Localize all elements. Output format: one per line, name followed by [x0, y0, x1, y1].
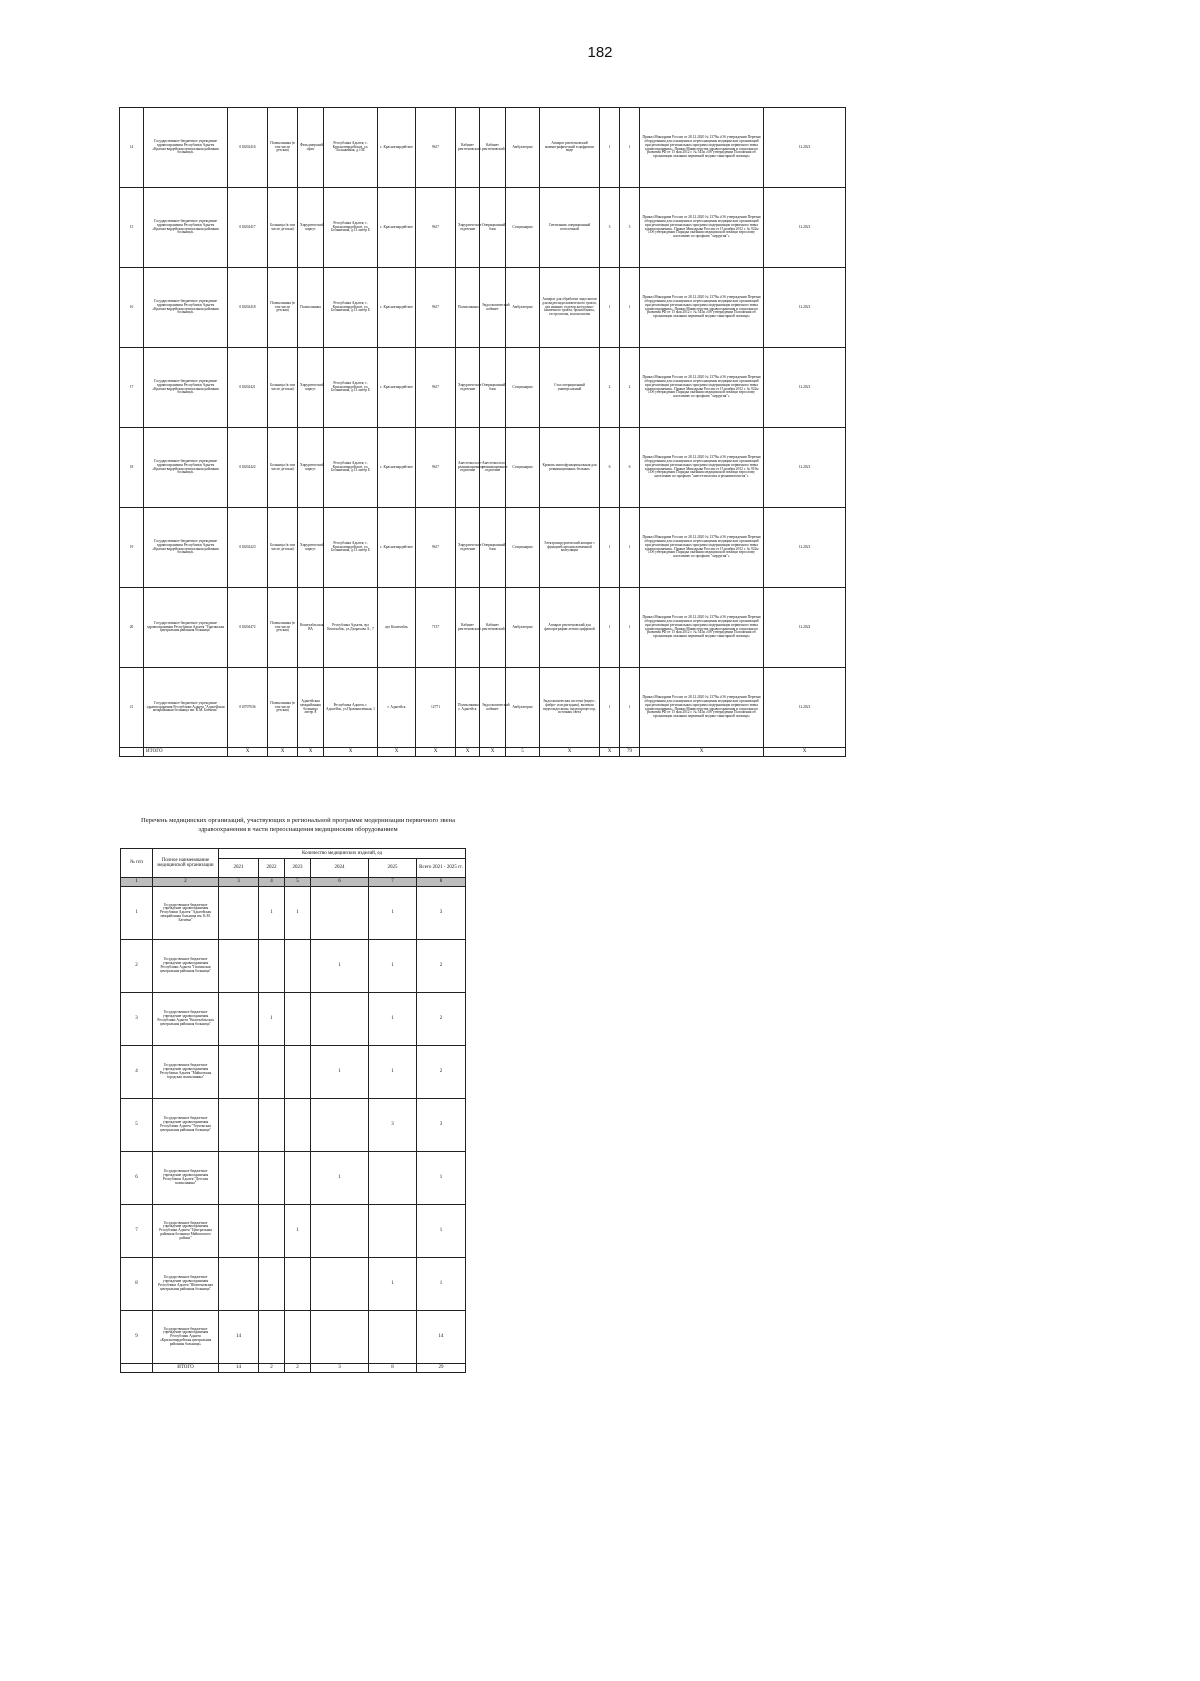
org-name: Государственное бюджетное учреждение здравоохранения Республики Адыгея "Майкопская городская поликлиника"	[153, 1046, 219, 1099]
cell-basis: Приказ Минздрава России от 28.12.2020 № 1379н «Об утверждении Перечня оборудования для оснащения и переоснащения медицинских организаций при реализации региональных программ модернизации первичного звена здравоохранения». Приказ Министерства здравоохранения и социального развития РФ от 15 мая 2012 г. № 543н «Об утверждении Положения об организации оказания первичной медико-санитарной помощи»	[640, 268, 764, 348]
cell-org: Государственное бюджетное учреждение здравоохранения Республики Адыгея «Красногвардейская центральная районная больница»	[144, 348, 228, 428]
quantity-cell	[285, 1258, 311, 1311]
cell-equipment: Аппарат рентгеновский маммографический в цифровом виде	[540, 108, 600, 188]
cell-unit: Поликлиника (в том числе детская)	[268, 268, 298, 348]
cell-date: 12.2021	[764, 188, 846, 268]
quantity-cell	[219, 1205, 259, 1258]
cell-mode: Стационарно	[506, 428, 540, 508]
quantity-cell	[259, 1046, 285, 1099]
cell-room2: Анестезиолого-реанимационное отделение	[480, 428, 506, 508]
column-number: 4	[259, 878, 285, 887]
table-row	[120, 588, 846, 668]
cell-dept: Хирургический корпус	[298, 428, 324, 508]
cell-address: Республика Адыгея, с. Красногвардейское, ул. Больничная, д.13 литер Б	[324, 348, 378, 428]
cell-code: 010204472	[228, 588, 268, 668]
cell-qty: 3	[600, 188, 620, 268]
cell-n: 16	[120, 268, 144, 348]
quantity-cell	[219, 1099, 259, 1152]
cell-n: 15	[120, 188, 144, 268]
total-cell: X	[324, 748, 378, 757]
cell-mode: Стационарно	[506, 348, 540, 428]
quantity-cell	[285, 1152, 311, 1205]
quantity-cell	[311, 887, 369, 940]
table-row	[121, 993, 466, 1046]
cell-n: 21	[120, 668, 144, 748]
cell-date: 12.2021	[764, 108, 846, 188]
quantity-cell	[259, 1099, 285, 1152]
row-number: 6	[121, 1152, 153, 1205]
table-row	[120, 348, 846, 428]
cell-mode: Амбулаторно	[506, 108, 540, 188]
cell-qty2: 2	[620, 348, 640, 428]
cell-qty: 2	[600, 348, 620, 428]
header-total: Всего 2021 - 2025 гг.	[417, 859, 466, 878]
column-number: 3	[219, 878, 259, 887]
quantity-cell: 2	[417, 940, 466, 993]
cell-unit: Больница (в том числе детская)	[268, 508, 298, 588]
cell-unit: Больница (в том числе детская)	[268, 348, 298, 428]
row-number: 3	[121, 993, 153, 1046]
equipment-table	[119, 107, 846, 757]
cell-qty2: 1	[620, 588, 640, 668]
header-year: 2021	[219, 859, 259, 878]
cell-equipment: Кровать многофункциональная для реанимационных больных	[540, 428, 600, 508]
cell-room: Хирургическое отделение	[456, 508, 480, 588]
quantity-cell: 1	[369, 1046, 417, 1099]
quantity-cell	[259, 1311, 285, 1364]
cell-org: Государственное бюджетное учреждение здравоохранения Республики Адыгея "Адыгейская межрайонная больница им. К.М. Батмена"	[144, 668, 228, 748]
quantity-cell	[219, 887, 259, 940]
cell-room2: Операционный блок	[480, 508, 506, 588]
cell-n: 18	[120, 428, 144, 508]
row-number: 9	[121, 1311, 153, 1364]
cell-pop: 9617	[416, 508, 456, 588]
table-row	[121, 1046, 466, 1099]
total-label: ИТОГО	[153, 1364, 219, 1373]
cell-room: Хирургическое отделение	[456, 348, 480, 428]
quantity-cell	[285, 1099, 311, 1152]
cell-dept: Поликлиника	[298, 268, 324, 348]
total-cell: 3	[311, 1364, 369, 1373]
cell-qty2: 1	[620, 108, 640, 188]
total-cell	[121, 1364, 153, 1373]
row-number: 4	[121, 1046, 153, 1099]
table-row	[120, 268, 846, 348]
quantity-cell	[285, 940, 311, 993]
quantity-cell	[259, 940, 285, 993]
total-cell: X	[228, 748, 268, 757]
cell-address: Республика Адыгея, с. Красногвардейское, ул. Больничная, д.13Б	[324, 108, 378, 188]
cell-org: Государственное бюджетное учреждение здравоохранения Республики Адыгея «Красногвардейская центральная районная больница»	[144, 508, 228, 588]
cell-n: 14	[120, 108, 144, 188]
cell-unit: Поликлиника (в том числе детская)	[268, 108, 298, 188]
cell-unit: Больница (в том числе детская)	[268, 188, 298, 268]
total-cell: X	[640, 748, 764, 757]
cell-qty2: 1	[620, 668, 640, 748]
cell-settlement: с. Красногвардейское	[378, 508, 416, 588]
quantity-cell: 1	[311, 1046, 369, 1099]
cell-qty: 1	[600, 108, 620, 188]
column-number: 2	[153, 878, 219, 887]
table-row	[121, 1258, 466, 1311]
cell-date: 12.2021	[764, 348, 846, 428]
cell-basis: Приказ Минздрава России от 28.12.2020 № 1379н «Об утверждении Перечня оборудования для оснащения и переоснащения медицинских организаций при реализации региональных программ модернизации первичного звена здравоохранения». Приказ Министерства здравоохранения и социального развития РФ от 15 мая 2012 г. № 543н «Об утверждении Положения об организации оказания первичной медико-санитарной помощи»	[640, 668, 764, 748]
total-cell	[120, 748, 144, 757]
total-row	[121, 1364, 466, 1373]
cell-room: Кабинет рентгеновский	[456, 108, 480, 188]
cell-pop: 9617	[416, 348, 456, 428]
total-cell: 14	[219, 1364, 259, 1373]
cell-org: Государственное бюджетное учреждение здравоохранения Республики Адыгея «Красногвардейская центральная районная больница»	[144, 428, 228, 508]
total-label: ИТОГО	[144, 748, 228, 757]
cell-dept: Кошехабльская ВА	[298, 588, 324, 668]
quantity-cell	[219, 1152, 259, 1205]
quantity-cell: 1	[417, 1152, 466, 1205]
quantity-cell	[259, 1205, 285, 1258]
cell-room: Поликлиника г. Адыгейск	[456, 668, 480, 748]
quantity-cell	[369, 1152, 417, 1205]
org-name: Государственное бюджетное учреждение здравоохранения Республики Адыгея "Кошехабльская центральная районная больница"	[153, 993, 219, 1046]
column-number: 6	[311, 878, 369, 887]
cell-qty2: 1	[620, 508, 640, 588]
cell-pop: 9617	[416, 268, 456, 348]
cell-date: 12.2021	[764, 508, 846, 588]
header-num: № п/п	[121, 849, 153, 878]
quantity-cell	[285, 993, 311, 1046]
cell-code: 010202418	[228, 268, 268, 348]
cell-qty: 1	[600, 668, 620, 748]
table-row	[121, 1205, 466, 1258]
cell-unit: Больница (в том числе детская)	[268, 428, 298, 508]
quantity-cell	[219, 940, 259, 993]
cell-code: 010202423	[228, 508, 268, 588]
quantity-cell: 1	[311, 940, 369, 993]
column-number: 8	[417, 878, 466, 887]
total-cell: X	[600, 748, 620, 757]
cell-address: Республика Адыгея, с. Красногвардейское, ул. Больничная, д.13 литер Б	[324, 268, 378, 348]
row-number: 2	[121, 940, 153, 993]
cell-pop: 9617	[416, 108, 456, 188]
quantity-cell: 3	[417, 1099, 466, 1152]
cell-dept: Хирургический корпус	[298, 508, 324, 588]
table-row	[121, 940, 466, 993]
quantity-cell	[311, 1311, 369, 1364]
cell-dept: Хирургический корпус	[298, 188, 324, 268]
cell-equipment: Аппарат для обработки эндоскопов для видеоэндоскопического тракта, для нижних отделов желудочно-кишечного тракта, бронхоскопы, гастроскопы, колоноскопы	[540, 268, 600, 348]
quantity-cell: 3	[369, 1099, 417, 1152]
cell-dept: Адыгейская межрайонная больница литер А	[298, 668, 324, 748]
cell-settlement: с. Красногвардейское	[378, 348, 416, 428]
cell-org: Государственное бюджетное учреждение здравоохранения Республики Адыгея «Красногвардейская центральная районная больница»	[144, 108, 228, 188]
cell-room: Поликлиника	[456, 268, 480, 348]
quantity-cell	[259, 1258, 285, 1311]
column-number: 5	[285, 878, 311, 887]
cell-pop: 9617	[416, 428, 456, 508]
header-year: 2025	[369, 859, 417, 878]
page-number: 182	[587, 44, 613, 61]
cell-address: Республика Адыгея, г. Адыгейск, ул.Промышленная, 1	[324, 668, 378, 748]
header-year: 2022	[259, 859, 285, 878]
org-name: Государственное бюджетное учреждение здравоохранения Республики Адыгея "Адыгейская межрайонная больница им. К.М. Батмена"	[153, 887, 219, 940]
cell-qty2: 1	[620, 268, 640, 348]
total-cell: X	[268, 748, 298, 757]
cell-settlement: с. Красногвардейское	[378, 188, 416, 268]
header-quantity-group: Количество медицинских изделий, ед	[219, 849, 466, 859]
cell-settlement: с. Красногвардейское	[378, 428, 416, 508]
cell-code: 010202422	[228, 428, 268, 508]
cell-qty: 1	[600, 268, 620, 348]
cell-dept: Фельдшерский офис	[298, 108, 324, 188]
cell-pop: 7157	[416, 588, 456, 668]
cell-equipment: Светильник операционный потолочный	[540, 188, 600, 268]
quantity-cell: 1	[369, 1258, 417, 1311]
cell-mode: Стационарно	[506, 508, 540, 588]
total-cell: X	[416, 748, 456, 757]
quantity-cell: 1	[259, 993, 285, 1046]
cell-room2: Операционный блок	[480, 188, 506, 268]
cell-unit: Поликлиника (в том числе детская)	[268, 588, 298, 668]
cell-room: Хирургическое отделение	[456, 188, 480, 268]
total-cell: 29	[417, 1364, 466, 1373]
cell-code: 010202421	[228, 348, 268, 428]
row-number: 1	[121, 887, 153, 940]
cell-equipment: Эндоскопическая система (видео-, фибро- или ригидная), включая видеоэндоскопы, видеопроцессор, источник света	[540, 668, 600, 748]
cell-code: 010202416	[228, 108, 268, 188]
cell-n: 20	[120, 588, 144, 668]
quantity-cell: 14	[219, 1311, 259, 1364]
total-cell: X	[298, 748, 324, 757]
cell-unit: Поликлиника (в том числе детская)	[268, 668, 298, 748]
organizations-table	[120, 848, 466, 1373]
total-cell: X	[764, 748, 846, 757]
total-row	[120, 748, 846, 757]
cell-qty2: 6	[620, 428, 640, 508]
quantity-cell	[369, 1205, 417, 1258]
column-number: 1	[121, 878, 153, 887]
cell-pop: 12771	[416, 668, 456, 748]
cell-qty: 1	[600, 508, 620, 588]
total-cell: 2	[285, 1364, 311, 1373]
cell-n: 19	[120, 508, 144, 588]
cell-room2: Кабинет рентгеновский	[480, 108, 506, 188]
cell-code: 010202417	[228, 188, 268, 268]
quantity-cell: 2	[417, 993, 466, 1046]
cell-org: Государственное бюджетное учреждение здравоохранения Республики Адыгея "Гиагинская центральная районная больница"	[144, 588, 228, 668]
org-name: Государственное бюджетное учреждение здравоохранения Республики Адыгея "Центральная районная больница Майкопского района"	[153, 1205, 219, 1258]
total-cell: 8	[369, 1364, 417, 1373]
cell-room2: Эндоскопический кабинет	[480, 268, 506, 348]
header-org-name: Полное наименование медицинской организации	[153, 849, 219, 878]
table-row	[121, 1099, 466, 1152]
org-name: Государственное бюджетное учреждение здравоохранения Республики Адыгея "Теучежская центральная районная больница"	[153, 1099, 219, 1152]
cell-basis: Приказ Минздрава России от 28.12.2020 № 1379н «Об утверждении Перечня оборудования для оснащения и переоснащения медицинских организаций при реализации региональных программ модернизации первичного звена здравоохранения». Приказ Министерства здравоохранения и социального развития РФ от 15 мая 2012 г. № 543н «Об утверждении Положения об организации оказания первичной медико-санитарной помощи»	[640, 108, 764, 188]
org-name: Государственное бюджетное учреждение здравоохранения Республики Адыгея «Красногвардейская центральная районная больница»	[153, 1311, 219, 1364]
table-row	[121, 1152, 466, 1205]
cell-pop: 9617	[416, 188, 456, 268]
cell-date: 12.2021	[764, 668, 846, 748]
table-row	[120, 428, 846, 508]
table-row	[120, 188, 846, 268]
quantity-cell	[285, 1311, 311, 1364]
org-name: Государственное бюджетное учреждение здравоохранения Республики Адыгея "Детская поликлиника"	[153, 1152, 219, 1205]
cell-basis: Приказ Минздрава России от 28.12.2020 № 1379н «Об утверждении Перечня оборудования для оснащения и переоснащения медицинских организаций при реализации региональных программ модернизации первичного звена здравоохранения». Приказ Минздрава России от 15 ноября 2012 г. № 922н «Об утверждении Порядка оказания медицинской помощи взрослому населению по профилю "хирургия"»	[640, 348, 764, 428]
table-row	[121, 1311, 466, 1364]
quantity-cell: 14	[417, 1311, 466, 1364]
quantity-cell	[311, 993, 369, 1046]
cell-room: Анестезиолого-реанимационное отделение	[456, 428, 480, 508]
row-number: 5	[121, 1099, 153, 1152]
cell-basis: Приказ Минздрава России от 28.12.2020 № 1379н «Об утверждении Перечня оборудования для оснащения и переоснащения медицинских организаций при реализации региональных программ модернизации первичного звена здравоохранения». Приказ Минздрава России от 15 ноября 2012 г. № 922н «Об утверждении Порядка оказания медицинской помощи взрослому населению по профилю "хирургия"»	[640, 188, 764, 268]
cell-date: 12.2022	[764, 588, 846, 668]
quantity-cell	[259, 1152, 285, 1205]
total-cell: X	[540, 748, 600, 757]
quantity-cell: 1	[369, 940, 417, 993]
table-row	[120, 668, 846, 748]
cell-org: Государственное бюджетное учреждение здравоохранения Республики Адыгея «Красногвардейская центральная районная больница»	[144, 268, 228, 348]
cell-date: 12.2021	[764, 428, 846, 508]
header-year: 2024	[311, 859, 369, 878]
cell-basis: Приказ Минздрава России от 28.12.2020 № 1379н «Об утверждении Перечня оборудования для оснащения и переоснащения медицинских организаций при реализации региональных программ модернизации первичного звена здравоохранения». Приказ Минздрава России от 15 ноября 2012 г. № 922н «Об утверждении Порядка оказания медицинской помощи взрослому населению по профилю "хирургия"»	[640, 508, 764, 588]
cell-equipment: Аппарат рентгеновский для флюорографии легких цифровой	[540, 588, 600, 668]
quantity-cell	[219, 993, 259, 1046]
row-number: 8	[121, 1258, 153, 1311]
cell-n: 17	[120, 348, 144, 428]
cell-room: Кабинет рентгеновский	[456, 588, 480, 668]
cell-qty2: 3	[620, 188, 640, 268]
cell-settlement: г. Адыгейск	[378, 668, 416, 748]
table-caption: Перечень медицинских организаций, участвующих в региональной программе модернизации первичного звена здравоохранения в части переоснащения медицинским оборудованием	[140, 817, 456, 833]
total-cell: X	[456, 748, 480, 757]
cell-dept: Хирургический корпус	[298, 348, 324, 428]
cell-mode: Стационарно	[506, 188, 540, 268]
total-cell: 79	[620, 748, 640, 757]
quantity-cell: 3	[417, 887, 466, 940]
table-row	[120, 508, 846, 588]
column-number: 7	[369, 878, 417, 887]
cell-settlement: аул Кошехабль	[378, 588, 416, 668]
row-number: 7	[121, 1205, 153, 1258]
cell-settlement: с. Красногвардейское	[378, 108, 416, 188]
quantity-cell	[369, 1311, 417, 1364]
cell-address: Республика Адыгея, с. Красногвардейское, ул. Больничная, д.13 литер Б	[324, 508, 378, 588]
org-name: Государственное бюджетное учреждение здравоохранения Республики Адыгея "Шовгеновская центральная районная больница"	[153, 1258, 219, 1311]
total-cell: X	[480, 748, 506, 757]
quantity-cell	[311, 1258, 369, 1311]
quantity-cell	[219, 1046, 259, 1099]
cell-basis: Приказ Минздрава России от 28.12.2020 № 1379н «Об утверждении Перечня оборудования для оснащения и переоснащения медицинских организаций при реализации региональных программ модернизации первичного звена здравоохранения». Приказ Министерства здравоохранения и социального развития РФ от 15 мая 2012 г. № 543н «Об утверждении Положения об организации оказания первичной медико-санитарной помощи»	[640, 588, 764, 668]
cell-mode: Амбулаторно	[506, 588, 540, 668]
cell-basis: Приказ Минздрава России от 28.12.2020 № 1379н «Об утверждении Перечня оборудования для оснащения и переоснащения медицинских организаций при реализации региональных программ модернизации первичного звена здравоохранения». Приказ Минздрава России от 15 ноября 2012 г. № 919н «Об утверждении Порядка оказания медицинской помощи взрослому населению по профилю "анестезиология и реаниматология"»	[640, 428, 764, 508]
org-name: Государственное бюджетное учреждение здравоохранения Республики Адыгея "Гиагинская центральная районная больница"	[153, 940, 219, 993]
table-row	[120, 108, 846, 188]
cell-code: 010707636	[228, 668, 268, 748]
cell-room2: Эндоскопический кабинет	[480, 668, 506, 748]
cell-mode: Амбулаторно	[506, 268, 540, 348]
quantity-cell: 1	[285, 887, 311, 940]
quantity-cell: 1	[417, 1205, 466, 1258]
table-row	[121, 887, 466, 940]
cell-address: Республика Адыгея, с. Красногвардейское, ул. Больничная, д.13 литер Б	[324, 188, 378, 268]
total-cell: 2	[259, 1364, 285, 1373]
cell-qty: 1	[600, 588, 620, 668]
header-year: 2023	[285, 859, 311, 878]
cell-org: Государственное бюджетное учреждение здравоохранения Республики Адыгея «Красногвардейская центральная районная больница»	[144, 188, 228, 268]
total-cell: X	[378, 748, 416, 757]
quantity-cell: 1	[369, 887, 417, 940]
total-cell: 5	[506, 748, 540, 757]
cell-equipment: Электрохирургический аппарат с функцией аргоноплазменной коагуляции	[540, 508, 600, 588]
quantity-cell: 1	[311, 1152, 369, 1205]
cell-room2: Операционный блок	[480, 348, 506, 428]
quantity-cell	[219, 1258, 259, 1311]
cell-address: Республика Адыгея, с. Красногвардейское, ул. Больничная, д.13 литер Б	[324, 428, 378, 508]
cell-address: Республика Адыгея, аул Кошехабль, ул.Дзарахова А., 7	[324, 588, 378, 668]
cell-settlement: с. Красногвардейское	[378, 268, 416, 348]
cell-mode: Амбулаторно	[506, 668, 540, 748]
quantity-cell: 1	[259, 887, 285, 940]
quantity-cell	[311, 1099, 369, 1152]
quantity-cell: 1	[417, 1258, 466, 1311]
quantity-cell	[285, 1046, 311, 1099]
quantity-cell: 1	[285, 1205, 311, 1258]
cell-equipment: Стол операционный универсальный	[540, 348, 600, 428]
cell-qty: 6	[600, 428, 620, 508]
quantity-cell: 2	[417, 1046, 466, 1099]
cell-date: 12.2021	[764, 268, 846, 348]
quantity-cell: 1	[369, 993, 417, 1046]
cell-room2: Кабинет рентгеновский	[480, 588, 506, 668]
quantity-cell	[311, 1205, 369, 1258]
